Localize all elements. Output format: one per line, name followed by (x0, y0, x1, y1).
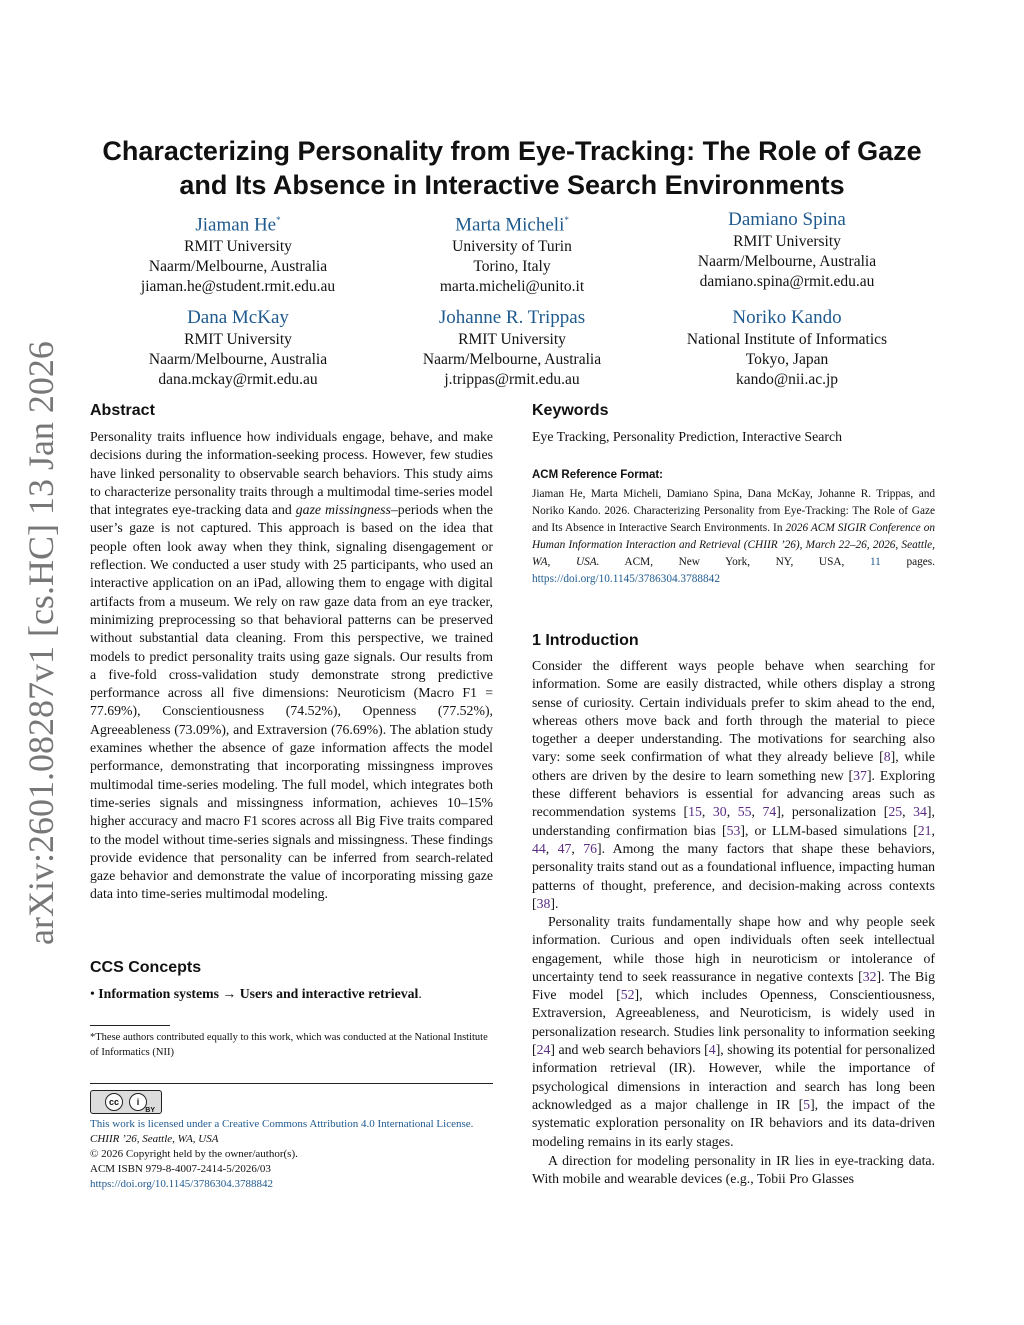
cc-icon: cc (105, 1093, 123, 1111)
author-name[interactable]: Johanne R. Trippas (438, 307, 586, 328)
footnote-rule (90, 1025, 170, 1026)
citation-link[interactable]: 44 (532, 840, 546, 856)
author-name[interactable]: Marta Micheli* (455, 214, 569, 236)
author-block (637, 208, 937, 292)
ccs-heading: CCS Concepts (90, 959, 202, 976)
arxiv-identifier: arXiv:2601.08287v1 [cs.HC] 13 Jan 2026 (21, 341, 61, 945)
citation-link[interactable]: 55 (737, 804, 752, 820)
citation-link[interactable]: 25 (888, 804, 903, 820)
citation-link[interactable]: 5 (803, 1096, 811, 1112)
ccs-concepts: • Information systems → Users and interactive retrieval. (90, 986, 422, 1001)
person-icon: i (129, 1093, 147, 1111)
citation-link[interactable]: 30 (712, 804, 727, 820)
author-affiliation: RMIT University (184, 331, 292, 348)
author-block (88, 208, 388, 297)
cc-by-license-badge[interactable] (90, 1090, 162, 1114)
author-block (362, 306, 662, 390)
citation-link[interactable]: 15 (688, 804, 702, 820)
citation-link[interactable]: 4 (708, 1042, 716, 1058)
author-affiliation: RMIT University (733, 233, 841, 250)
author-location: Tokyo, Japan (745, 351, 829, 368)
abstract-emphasis: gaze missingness (295, 502, 391, 518)
author-email: kando@nii.ac.jp (735, 371, 839, 388)
introduction-paragraph-3: A direction for modeling personality in IR lies in eye-tracking data. With mobile and wearable devices (e.g., Tobii Pro Glasses (532, 1153, 935, 1187)
citation-link[interactable]: 74 (762, 804, 777, 820)
reference-heading: ACM Reference Format: (532, 469, 663, 481)
author-block (637, 306, 937, 390)
author-location: Torino, Italy (473, 258, 551, 276)
citation-link[interactable]: 53 (726, 822, 741, 838)
author-affiliation: RMIT University (458, 331, 566, 348)
copyright: © 2026 Copyright held by the owner/author(s). (90, 1148, 298, 1160)
pages-link[interactable]: 11 (869, 556, 881, 568)
author-affiliation: University of Turin (452, 238, 572, 256)
citation-link[interactable]: 32 (862, 968, 877, 984)
author-name[interactable]: Noriko Kando (732, 307, 842, 328)
license-link[interactable]: This work is licensed under a Creative Commons Attribution 4.0 International License. (90, 1118, 474, 1130)
author-name[interactable]: Dana McKay (187, 307, 289, 328)
license-venue: CHIIR ’26, Seattle, WA, USA (90, 1133, 219, 1145)
citation-link[interactable]: 8 (883, 749, 891, 765)
citation-link[interactable]: 37 (853, 767, 867, 783)
author-email: marta.micheli@unito.it (439, 278, 585, 296)
author-block (362, 208, 662, 297)
author-location: Naarm/Melbourne, Australia (148, 351, 328, 368)
author-affiliation: RMIT University (184, 238, 292, 256)
introduction-paragraph-1: Consider the different ways people behave when searching for information. Some are easily distracted, while others display a strong sense of curiosity. Certain individuals prefer to skim ahead to the end, whereas others move back and forth through the material to piece together a deeper understanding. The motivations for searching also vary: some seek confirmation of what they already believe [8], while others are driven by the desire to learn something new [37]. Exploring these different behaviors is essential for advancing areas such as recommendation systems [15, 30, 55, 74], personalization [25, 34], understanding confirmation bias [53], or LLM-based simulations [21, 44, 47, 76]. Among the many factors that shape these behaviors, personality traits stand out as a foundational influence, impacting human patterns of thought, preference, and decision-making across contexts [38]. (532, 658, 935, 911)
title-line-2: and Its Absence in Interactive Search Environments (179, 170, 845, 200)
doi-link[interactable]: https://doi.org/10.1145/3786304.3788842 (90, 1178, 274, 1190)
citation-link[interactable]: 24 (536, 1042, 551, 1058)
citation-link[interactable]: 47 (557, 840, 572, 856)
abstract-heading: Abstract (90, 402, 155, 419)
isbn: ACM ISBN 979-8-4007-2414-5/2026/03 (90, 1163, 271, 1175)
introduction-heading: 1 Introduction (532, 632, 639, 649)
paper-title (70, 134, 954, 202)
citation-link[interactable]: 34 (913, 804, 927, 820)
introduction-paragraph-2: Personality traits fundamentally shape how and why people seek information. Curious and open individuals often seek intellectual engagement, while those high in neuroticism or intolerance of uncertainty tend to seek reassurance in negative contexts [32]. The Big Five model [52], which includes Openness, Conscientiousness, Extraversion, Agreeableness, and Neuroticism, is widely used in personalization research. Studies link personality to information seeking [24] and web search behaviors [4], showing its potential for personalized information retrieval (IR). However, while the importance of psychological dimensions in interaction and search has long been acknowledged as a major challenge in IR [5], the impact of the systematic exploration personality on IR behaviors and its data-driven modeling remains in its early stages. (532, 914, 936, 1149)
reference-text: Jiaman He, Marta Micheli, Damiano Spina, Dana McKay, Johanne R. Trippas, and Noriko Kando. 2026. Characterizing Personality from Eye-Tracking: The Role of Gaze and Its Absence in Interactive Search Environments. In 2026 ACM SIGIR Conference on Human Information Interaction and Retrieval (CHIIR ’26), March 22–26, 2026, Seattle, WA, USA. ACM, New York, NY, USA, 11 pages. https://doi.org/10.1145/3786304.3788842 (532, 488, 936, 585)
author-email: j.trippas@rmit.edu.au (444, 371, 580, 388)
reference-doi-link[interactable]: https://doi.org/10.1145/3786304.3788842 (532, 573, 720, 585)
author-block (88, 306, 388, 390)
citation-link[interactable]: 52 (620, 987, 635, 1003)
author-location: Naarm/Melbourne, Australia (148, 258, 328, 276)
citation-link[interactable]: 76 (583, 840, 597, 856)
by-label: BY (145, 1107, 155, 1114)
author-name[interactable]: Jiaman He* (195, 214, 281, 236)
author-location: Naarm/Melbourne, Australia (422, 351, 602, 368)
keywords-text: Eye Tracking, Personality Prediction, Interactive Search (532, 429, 842, 444)
author-email: dana.mckay@rmit.edu.au (158, 371, 318, 388)
author-email: jiaman.he@student.rmit.edu.au (140, 278, 336, 296)
author-name[interactable]: Damiano Spina (728, 209, 846, 230)
citation-link[interactable]: 38 (536, 895, 551, 911)
abstract-text: Personality traits influence how individuals engage, behave, and make decisions during the information-seeking process. However, few studies have linked personality to observable search behaviors. This study aims to characterize personality traits through a multimodal time-series model that integrates eye-tracking data and gaze missingness–periods when the user’s gaze is not captured. This approach is based on the idea that people often look away when they think, signaling disengagement or reflection. We conducted a user study with 25 participants, who used an interactive application on an iPad, allowing them to engage with digital artifacts from a museum. We rely on raw gaze data from an eye tracker, minimizing preprocessing so that behavioral patterns can be preserved without substantial data cleaning. From this perspective, we trained models to predict personality traits using gaze signals. Our results from a five-fold cross-validation study demonstrate strong predictive performance across all five dimensions: Neuroticism (Macro F1 = 77.69%), Conscientiousness (74.52%), Openness (77.52%), Agreeableness (73.09%), and Extraversion (76.69%). The ablation study examines whether the absence of gaze information affects the model performance, demonstrating that incorporating missingness improves multimodal time-series modeling. The full model, which integrates both time-series signals and missingness information, achieves 10–15% higher accuracy and macro F1 scores across all Big Five traits compared to the model without time-series signals and missingness. These findings provide evidence that personality can be inferred from search-related gaze behavior and demonstrate the value of incorporating missing gaze data into time-series multimodal modeling. (90, 429, 493, 902)
author-affiliation: National Institute of Informatics (686, 331, 888, 348)
footnote: *These authors contributed equally to this work, which was conducted at the National Institute of Informatics (NII) (90, 1032, 488, 1058)
title-line-1: Characterizing Personality from Eye-Tracking: The Role of Gaze (102, 136, 922, 166)
license-info (90, 1117, 500, 1192)
author-location: Naarm/Melbourne, Australia (697, 253, 877, 270)
citation-link[interactable]: 21 (917, 822, 932, 838)
author-email: damiano.spina@rmit.edu.au (699, 273, 875, 290)
keywords-heading: Keywords (532, 402, 609, 419)
license-rule (90, 1083, 493, 1084)
